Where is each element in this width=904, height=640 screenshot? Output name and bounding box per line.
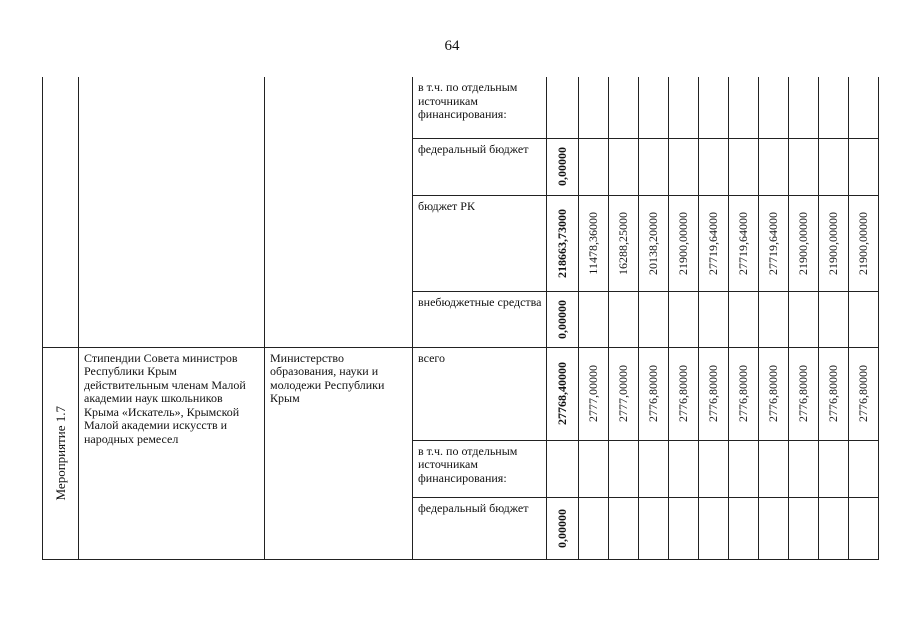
- funding-source-label: внебюджетные средства: [418, 294, 542, 309]
- total-cell: [547, 138, 579, 195]
- total-value: 0,00000: [554, 299, 569, 339]
- table-row: [43, 77, 879, 138]
- year-value: 2777,00000: [615, 365, 630, 422]
- year-value: 21900,00000: [855, 211, 870, 275]
- total-value: 27768,40000: [554, 362, 569, 425]
- total-value: 0,00000: [554, 508, 569, 548]
- year-value: 2776,80000: [675, 365, 690, 422]
- total-cell: [547, 347, 579, 440]
- year-value: 2776,80000: [735, 365, 750, 422]
- funding-source-label: в т.ч. по отдельным источникам финансирования:: [418, 443, 518, 485]
- year-value: 2777,00000: [585, 365, 600, 422]
- year-value: 21900,00000: [675, 211, 690, 275]
- total-cell: [547, 195, 579, 291]
- year-value: 20138,20000: [645, 211, 660, 275]
- year-value: 2776,80000: [765, 365, 780, 422]
- event-code: Мероприятие 1.7: [52, 405, 68, 501]
- executor-cell: [265, 77, 413, 347]
- budget-table: [42, 77, 879, 560]
- table-row: [43, 347, 879, 440]
- page-number: 64: [444, 38, 460, 54]
- total-cell: [547, 440, 579, 497]
- event-code-cell: [43, 347, 79, 559]
- funding-source-label: бюджет РК: [418, 198, 475, 213]
- year-value: 27719,64000: [765, 211, 780, 275]
- funding-source-label: федеральный бюджет: [418, 500, 529, 515]
- year-value: 21900,00000: [795, 211, 810, 275]
- executor-name: Министерство образования, науки и молодежи Республики Крым: [270, 350, 385, 405]
- total-value: 218663,73000: [554, 208, 569, 278]
- total-cell: [547, 291, 579, 347]
- event-code-cell: [43, 77, 79, 347]
- executor-cell: [265, 347, 413, 559]
- year-value: 2776,80000: [645, 365, 660, 422]
- year-value: 11478,36000: [585, 211, 600, 275]
- year-value: 21900,00000: [825, 211, 840, 275]
- year-value: 27719,64000: [705, 211, 720, 275]
- total-value: 0,00000: [554, 147, 569, 186]
- year-value: 2776,80000: [825, 365, 840, 422]
- funding-source-label: федеральный бюджет: [418, 141, 529, 156]
- event-name-cell: [79, 77, 265, 347]
- total-cell: [547, 497, 579, 559]
- year-value: 27719,64000: [735, 211, 750, 275]
- year-value: 16288,25000: [615, 211, 630, 275]
- event-name-cell: [79, 347, 265, 559]
- total-cell: [547, 77, 579, 138]
- funding-source-label: всего: [418, 350, 446, 365]
- event-name: Стипендии Совета министров Республики Крым действительным членам Малой академии наук школьников Крыма «Искатель», Крымской Малой академии искусств и народных ремесел: [84, 350, 246, 446]
- year-value: 2776,80000: [705, 365, 720, 422]
- year-value: 2776,80000: [855, 365, 870, 422]
- year-value: 2776,80000: [795, 365, 810, 422]
- funding-source-label: в т.ч. по отдельным источникам финансирования:: [418, 80, 518, 121]
